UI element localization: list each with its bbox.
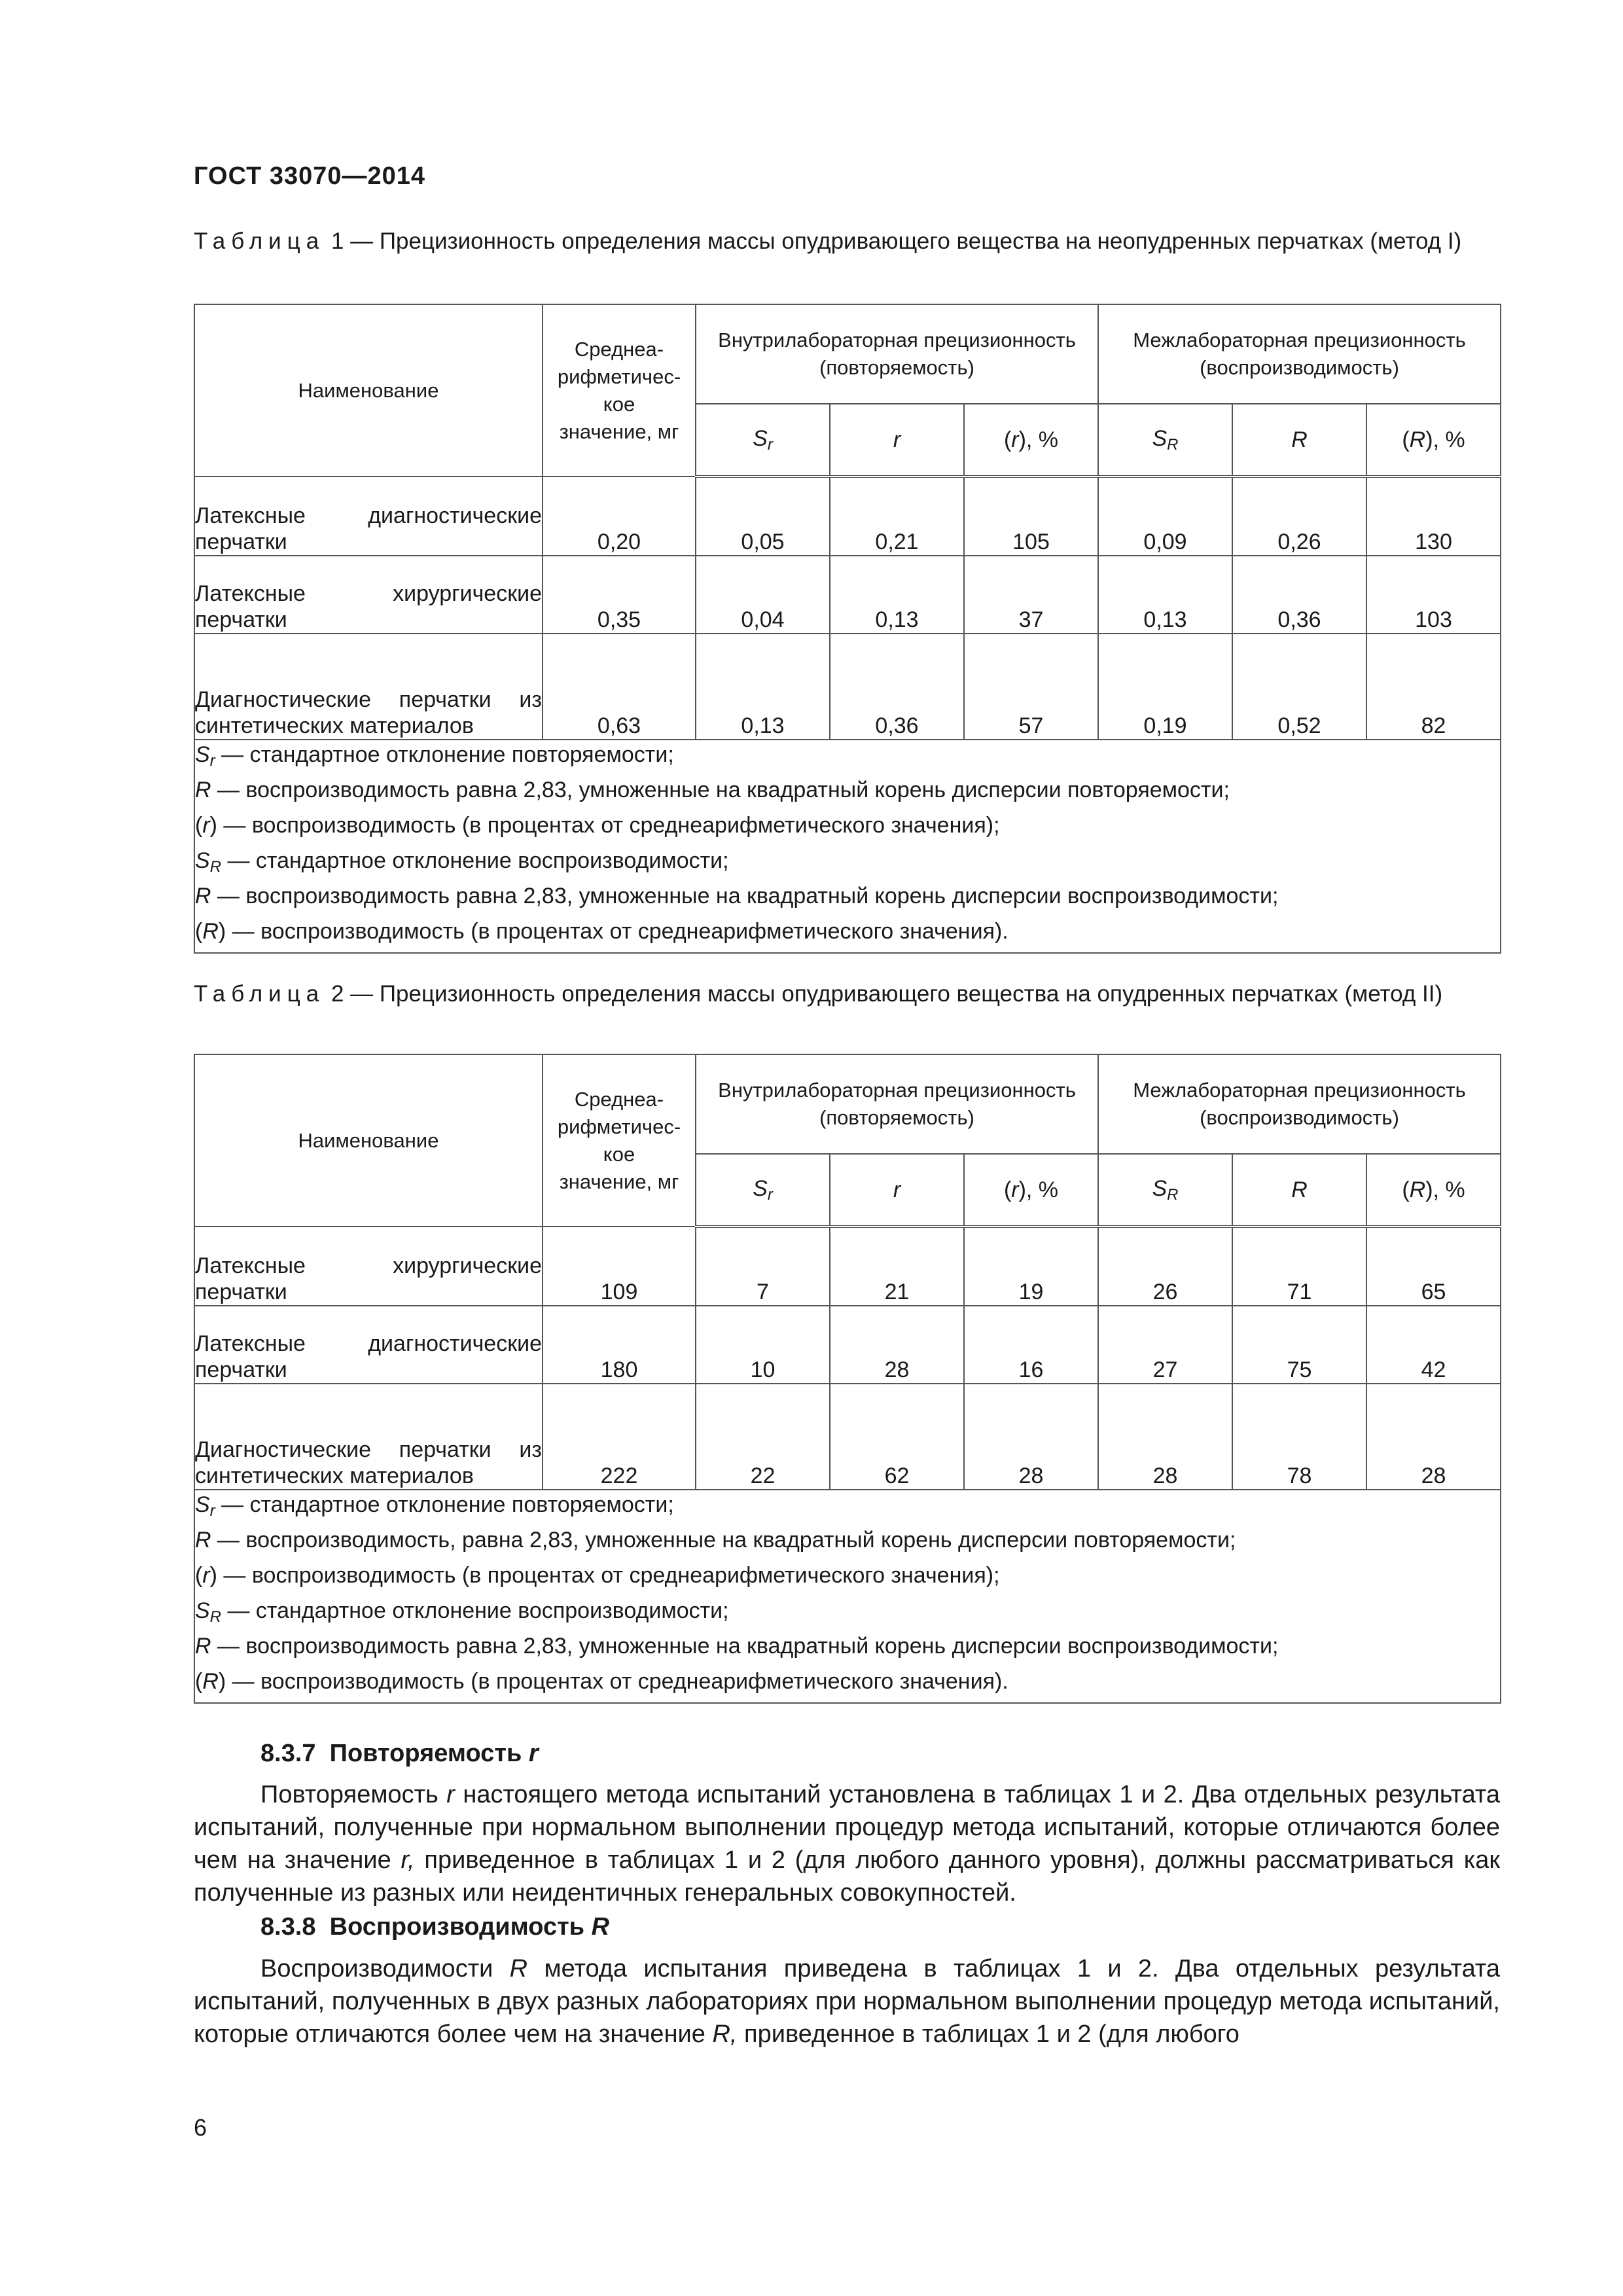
cell-sR: 28 <box>1098 1384 1232 1490</box>
col-r-percent-header: (r), % <box>964 1154 1098 1227</box>
cell-R-percent: 42 <box>1366 1306 1501 1384</box>
col-r-header: r <box>830 1154 964 1227</box>
paragraph-text: Воспроизводимости <box>260 1955 510 1982</box>
paragraph-text: приведенное в таблицах 1 и 2 (для любого данного уровня), должны рассматриваться как полученные из разных или неидентичных генеральных совокупностей. <box>194 1846 1500 1907</box>
col-R-header: R <box>1232 1154 1366 1227</box>
document-code: ГОСТ 33070—2014 <box>194 162 426 190</box>
table2 <box>194 1054 1501 1704</box>
col-r-header: r <box>830 404 964 476</box>
table-row <box>194 476 1501 556</box>
table2-caption-text: 2 — Прецизионность определения массы опудривающего вещества на опудренных перчатках (метод II) <box>325 981 1443 1007</box>
section-8-3-7-heading: 8.3.7 Повторяемость r <box>260 1740 539 1767</box>
row-name: Латексные хирургические перчатки <box>194 1227 543 1306</box>
cell-sr: 0,04 <box>696 556 830 634</box>
cell-r-percent: 37 <box>964 556 1098 634</box>
note-line: $S_R$ — стандартное отклонение воспроизводимости; <box>195 848 729 876</box>
cell-R-percent: 103 <box>1366 556 1501 634</box>
cell-r-percent: 28 <box>964 1384 1098 1490</box>
cell-r: 21 <box>830 1227 964 1306</box>
cell-r-percent: 105 <box>964 476 1098 556</box>
col-name-header: Наименование <box>194 1054 543 1227</box>
cell-r: 62 <box>830 1384 964 1490</box>
col-R-header: R <box>1232 404 1366 476</box>
section-8-3-8-heading: 8.3.8 Воспроизводимость R <box>260 1913 610 1941</box>
cell-R: 75 <box>1232 1306 1366 1384</box>
cell-R: 0,36 <box>1232 556 1366 634</box>
cell-sr: 22 <box>696 1384 830 1490</box>
symbol-text: r, <box>401 1846 415 1874</box>
col-within-lab-header: Внутрилабораторная прецизионность (повторяемость) <box>696 1054 1098 1154</box>
table1-caption-word: Таблица <box>194 228 325 254</box>
table1 <box>194 304 1501 954</box>
cell-sr: 10 <box>696 1306 830 1384</box>
note-line: R — воспроизводимость, равна 2,83, умноженные на квадратный корень дисперсии повторяемости; <box>195 1528 1236 1552</box>
cell-mean: 109 <box>543 1227 696 1306</box>
symbol-text: R <box>509 1955 528 1982</box>
col-name-header: Наименование <box>194 304 543 476</box>
cell-mean: 0,63 <box>543 634 696 740</box>
cell-R: 0,26 <box>1232 476 1366 556</box>
table1-notes <box>194 740 1501 953</box>
col-mean-header: Среднеа- рифметичес- кое значение, мг <box>543 304 696 476</box>
symbol-text: r <box>446 1781 455 1808</box>
cell-R-percent: 65 <box>1366 1227 1501 1306</box>
table-row <box>194 1306 1501 1384</box>
cell-r: 0,21 <box>830 476 964 556</box>
cell-R-percent: 28 <box>1366 1384 1501 1490</box>
paragraph-text: настоящего метода испытаний установлена в таблицах 1 и 2. Два отдельных результата испытаний, полученные при нормальном выполнении процедур метода испытаний, которые отличаются более чем на значение <box>194 1781 1500 1874</box>
row-name: Латексные хирургические перчатки <box>194 556 543 634</box>
table2-caption <box>194 979 1500 1009</box>
cell-r-percent: 19 <box>964 1227 1098 1306</box>
cell-mean: 180 <box>543 1306 696 1384</box>
table2-caption-word: Таблица <box>194 981 325 1007</box>
table-row <box>194 556 1501 634</box>
table1-caption-text: 1 — Прецизионность определения массы опудривающего вещества на неопудренных перчатках (метод I) <box>325 228 1462 254</box>
cell-sR: 26 <box>1098 1227 1232 1306</box>
cell-r: 28 <box>830 1306 964 1384</box>
row-name: Латексные диагностические перчатки <box>194 476 543 556</box>
table-row <box>194 634 1501 740</box>
note-line: $S_r$ — стандартное отклонение повторяемости; <box>195 742 674 770</box>
row-name: Диагностические перчатки из синтетических материалов <box>194 634 543 740</box>
col-mean-header: Среднеа- рифметичес- кое значение, мг <box>543 1054 696 1227</box>
cell-r-percent: 16 <box>964 1306 1098 1384</box>
table-row <box>194 1227 1501 1306</box>
note-line: (R) — воспроизводимость (в процентах от среднеарифметического значения). <box>195 1669 1008 1694</box>
cell-r-percent: 57 <box>964 634 1098 740</box>
note-line: R — воспроизводимость равна 2,83, умноженные на квадратный корень дисперсии воспроизводимости; <box>195 1634 1279 1659</box>
cell-mean: 0,35 <box>543 556 696 634</box>
col-between-lab-header: Межлабораторная прецизионность (воспроизводимость) <box>1098 1054 1501 1154</box>
col-R-percent-header: (R), % <box>1366 1154 1501 1227</box>
cell-mean: 222 <box>543 1384 696 1490</box>
note-line: (R) — воспроизводимость (в процентах от среднеарифметического значения). <box>195 919 1008 944</box>
page-number: 6 <box>194 2114 207 2141</box>
paragraph-text: Повторяемость <box>260 1781 447 1808</box>
section-8-3-7-paragraph <box>194 1778 1500 1909</box>
col-r-percent-header: (r), % <box>964 404 1098 476</box>
table-row <box>194 1384 1501 1490</box>
cell-sR: 0,09 <box>1098 476 1232 556</box>
note-line: R — воспроизводимость равна 2,83, умноженные на квадратный корень дисперсии воспроизводимости; <box>195 884 1279 908</box>
cell-sR: 0,13 <box>1098 556 1232 634</box>
col-R-percent-header: (R), % <box>1366 404 1501 476</box>
symbol-text: R, <box>712 2020 738 2048</box>
col-sR-header: $S_R$ <box>1098 404 1232 476</box>
cell-R-percent: 130 <box>1366 476 1501 556</box>
paragraph-text: приведенное в таблицах 1 и 2 (для любого <box>737 2020 1240 2048</box>
paragraph-text: метода испытания приведена в таблицах 1 и 2. Два отдельных результата испытаний, полученных в двух разных лабораториях при нормальном выполнении процедур метода испытаний, которые отличаются более чем на значение <box>194 1955 1500 2048</box>
cell-R: 71 <box>1232 1227 1366 1306</box>
cell-sR: 27 <box>1098 1306 1232 1384</box>
cell-sr: 7 <box>696 1227 830 1306</box>
col-between-lab-header: Межлабораторная прецизионность (воспроизводимость) <box>1098 304 1501 404</box>
cell-R: 78 <box>1232 1384 1366 1490</box>
cell-mean: 0,20 <box>543 476 696 556</box>
row-name: Диагностические перчатки из синтетических материалов <box>194 1384 543 1490</box>
cell-R: 0,52 <box>1232 634 1366 740</box>
note-line: (r) — воспроизводимость (в процентах от среднеарифметического значения); <box>195 813 1000 838</box>
row-name: Латексные диагностические перчатки <box>194 1306 543 1384</box>
col-sR-header: $S_R$ <box>1098 1154 1232 1227</box>
note-line: (r) — воспроизводимость (в процентах от среднеарифметического значения); <box>195 1563 1000 1588</box>
cell-sr: 0,13 <box>696 634 830 740</box>
cell-r: 0,36 <box>830 634 964 740</box>
section-8-3-8-paragraph <box>194 1952 1500 2051</box>
cell-r: 0,13 <box>830 556 964 634</box>
col-within-lab-header: Внутрилабораторная прецизионность (повторяемость) <box>696 304 1098 404</box>
table1-caption <box>194 226 1500 257</box>
note-line: $S_r$ — стандартное отклонение повторяемости; <box>195 1492 674 1520</box>
col-sr-header: $S_r$ <box>696 404 830 476</box>
cell-sr: 0,05 <box>696 476 830 556</box>
col-sr-header: $S_r$ <box>696 1154 830 1227</box>
note-line: R — воспроизводимость равна 2,83, умноженные на квадратный корень дисперсии повторяемости; <box>195 778 1230 802</box>
cell-sR: 0,19 <box>1098 634 1232 740</box>
table2-notes <box>194 1490 1501 1703</box>
note-line: $S_R$ — стандартное отклонение воспроизводимости; <box>195 1598 729 1626</box>
cell-R-percent: 82 <box>1366 634 1501 740</box>
